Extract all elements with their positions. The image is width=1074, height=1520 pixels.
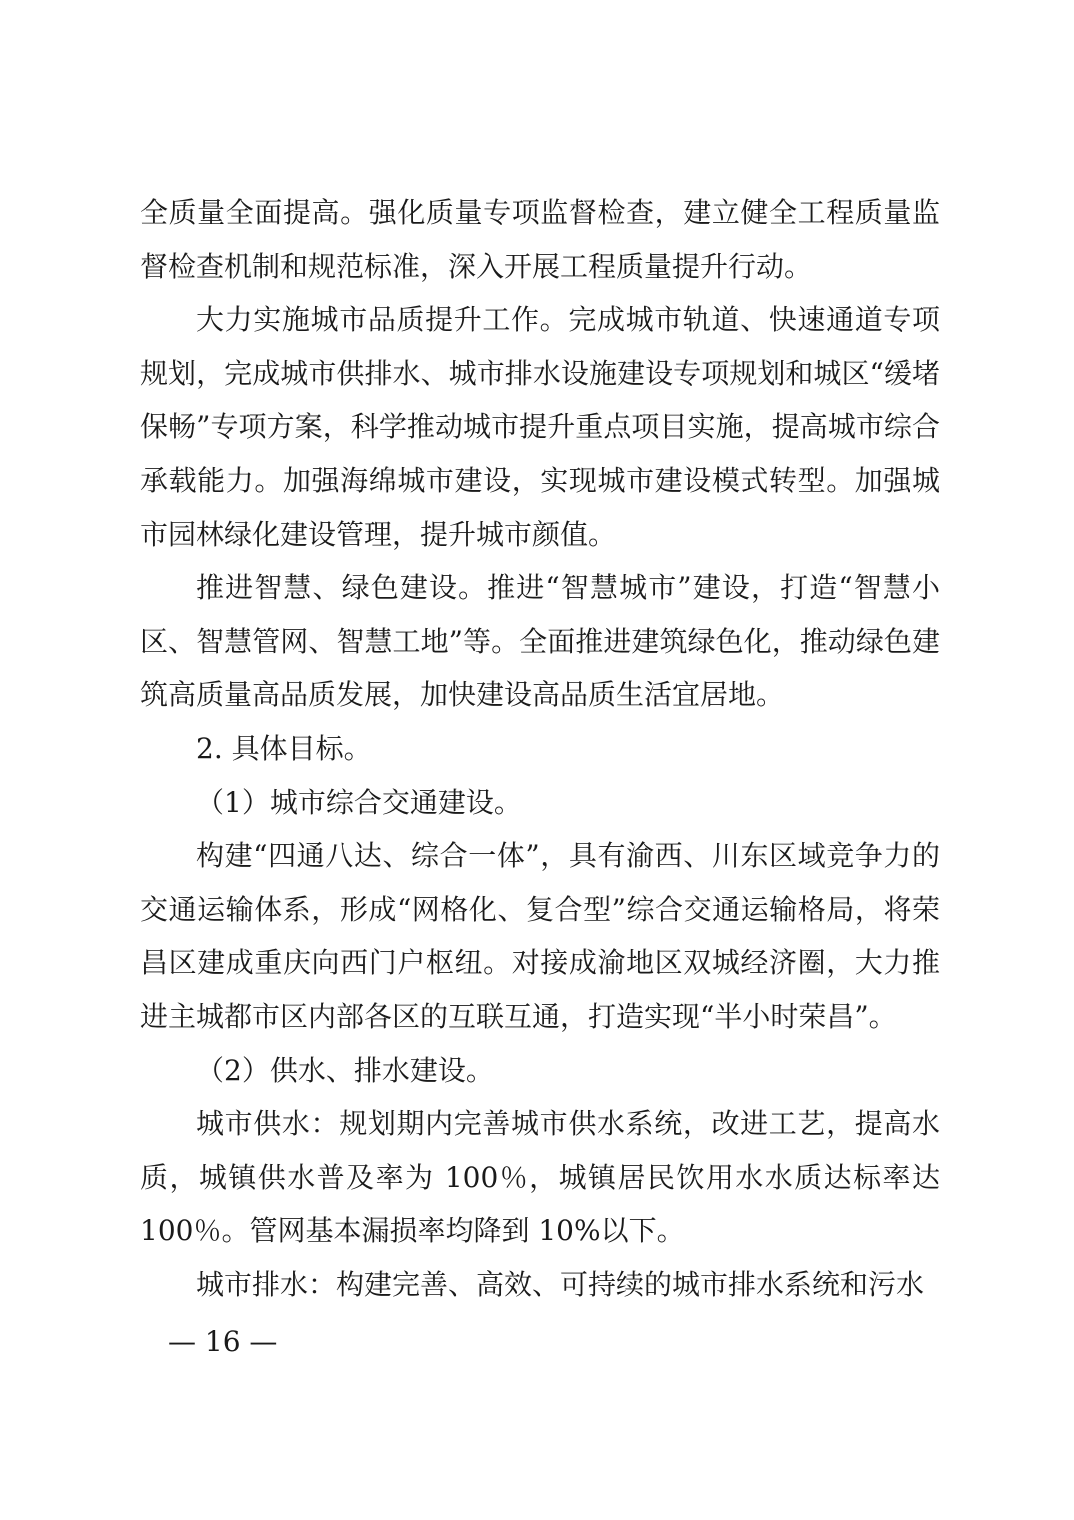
- paragraph-urban-quality: 大力实施城市品质提升工作。完成城市轨道、快速通道专项规划，完成城市供排水、城市排水设施建设专项规划和城区“缓堵保畅”专项方案，科学推动城市提升重点项目实施，提高城市综合承载能力。加强海绵城市建设，实现城市建设模式转型。加强城市园林绿化建设管理，提升城市颜值。: [140, 303, 940, 551]
- paragraph-drainage: 城市排水：构建完善、高效、可持续的城市排水系统和污水: [196, 1267, 925, 1301]
- heading-transport: （1）城市综合交通建设。: [196, 785, 522, 819]
- paragraph-quality-continued: 全质量全面提高。强化质量专项监督检查，建立健全工程质量监督检查机制和规范标准，深入开展工程质量提升行动。: [140, 196, 940, 283]
- heading-water: （2）供水、排水建设。: [196, 1053, 494, 1087]
- page-number: — 16 —: [168, 1325, 278, 1358]
- body-text: [140, 186, 940, 1311]
- paragraph-transport: 构建“四通八达、综合一体”，具有渝西、川东区域竞争力的交通运输体系，形成“网格化、复合型”综合交通运输格局，将荣昌区建成重庆向西门户枢纽。对接成渝地区双城经济圈，大力推进主城都市区内部各区的互联互通，打造实现“半小时荣昌”。: [140, 839, 940, 1033]
- heading-specific-goals: 2. 具体目标。: [196, 731, 372, 765]
- paragraph-smart-green: 推进智慧、绿色建设。推进“智慧城市”建设，打造“智慧小区、智慧管网、智慧工地”等。全面推进建筑绿色化，推动绿色建筑高质量高品质发展，加快建设高品质生活宜居地。: [140, 571, 940, 712]
- paragraph-water-supply: 城市供水：规划期内完善城市供水系统，改进工艺，提高水质，城镇供水普及率为 100％，城镇居民饮用水水质达标率达 100％。管网基本漏损率均降到 10%以下。: [140, 1107, 940, 1248]
